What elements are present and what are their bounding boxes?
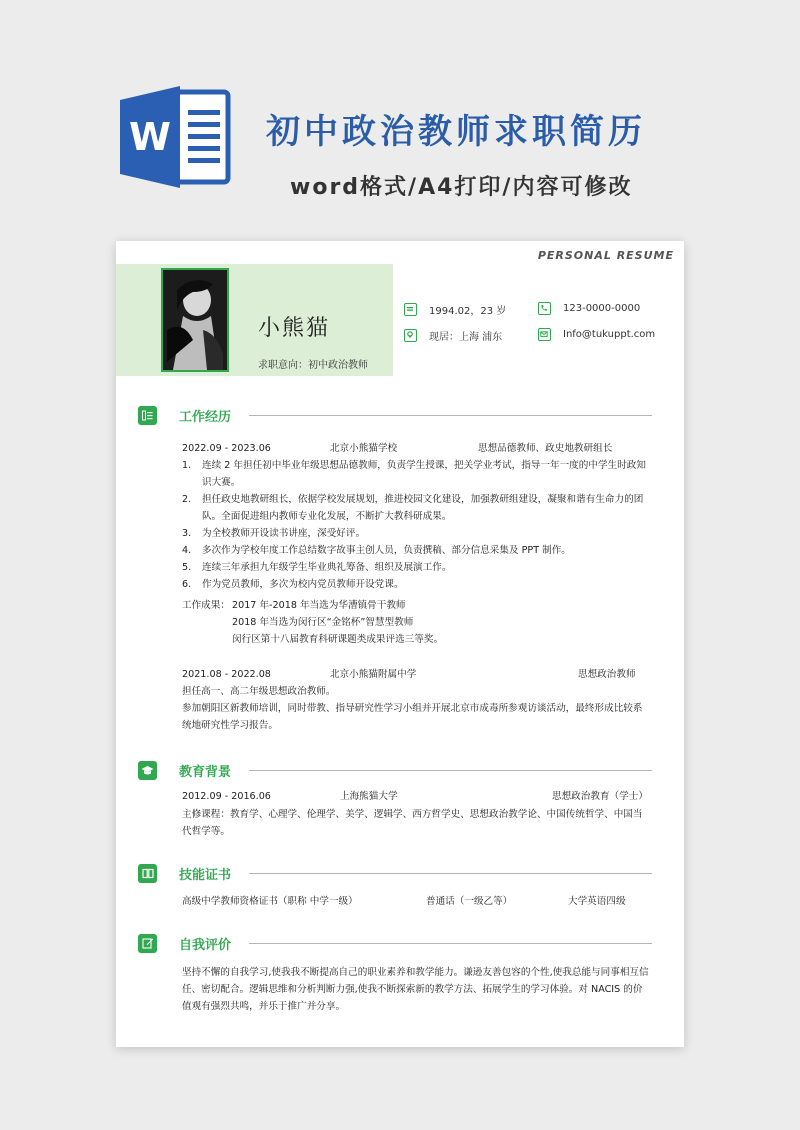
job1-duty-item [182, 491, 652, 525]
address-text: 现居：上海 浦东 [429, 332, 503, 343]
job1-duty-item [182, 576, 652, 593]
edu-major: 思想政治教育（学士） [552, 791, 648, 802]
resume-sheet [116, 241, 684, 1047]
personal-resume-tag: PERSONAL RESUME [537, 249, 674, 262]
contact-birth [404, 302, 506, 317]
section-divider [249, 943, 652, 944]
graduation-cap-icon [138, 761, 157, 780]
job1-org: 北京小熊猫学校 [330, 443, 398, 454]
section-divider [249, 770, 652, 771]
job1-duty-item [182, 559, 652, 576]
skill-3: 大学英语四级 [568, 896, 626, 907]
portrait-image [163, 270, 227, 370]
edu-courses: 主修课程：教育学、心理学、伦理学、美学、逻辑学、西方哲学史、思想政治教学论、中国传统哲学、中国当代哲学等。 [182, 809, 643, 837]
job2-org: 北京小熊猫附属中学 [330, 669, 417, 680]
location-pin-icon [404, 329, 417, 342]
profile-box [116, 264, 393, 376]
job1-result-1: 2017 年-2018 年当选为华漕镇骨干教师 [232, 600, 406, 611]
job1-role: 思想品德教师、政史地教研组长 [478, 443, 613, 454]
page-title: 初中政治教师求职简历 [266, 112, 646, 152]
mail-icon [538, 328, 551, 341]
phone-text: 123-0000-0000 [563, 303, 641, 314]
job1-result-2: 2018 年当选为闵行区“金铭杯”智慧型教师 [232, 617, 414, 628]
word-document-icon [118, 86, 240, 188]
skill-1: 高级中学教师资格证书（职称 中学一级） [182, 896, 358, 907]
section-divider [249, 873, 652, 874]
job1-result-3: 闵行区第十八届教育科研课题类成果评选三等奖。 [232, 634, 444, 645]
job1-duty-list [182, 457, 652, 593]
section-self-header [138, 933, 652, 953]
email-text: Info@tukuppt.com [563, 329, 656, 340]
duty-number: 3. [182, 528, 192, 539]
duty-number: 2. [182, 494, 192, 505]
duty-number: 5. [182, 562, 192, 573]
contact-phone [538, 302, 640, 315]
contact-address [404, 328, 502, 343]
duty-number: 6. [182, 579, 192, 590]
job1-date: 2022.09 - 2023.06 [182, 443, 271, 454]
profile-photo [161, 268, 229, 372]
duty-text: 为全校教师开设读书讲座，深受好评。 [202, 528, 366, 539]
job1-duty-item [182, 457, 652, 491]
edu-date: 2012.09 - 2016.06 [182, 791, 271, 802]
duty-text: 连续三年承担九年级学生毕业典礼筹备、组织及展演工作。 [202, 562, 452, 573]
job1-duty-item [182, 542, 652, 559]
section-skills-title: 技能证书 [179, 867, 232, 883]
contact-email [538, 328, 655, 341]
phone-icon [538, 302, 551, 315]
edit-icon [138, 934, 157, 953]
birth-text: 1994.02，23 岁 [429, 306, 507, 317]
job2-date: 2021.08 - 2022.08 [182, 669, 271, 680]
section-divider [249, 415, 652, 416]
section-skills-header [138, 863, 652, 883]
duty-text: 作为党员教师，多次为校内党员教师开设党课。 [202, 579, 404, 590]
job1-duty-item [182, 525, 652, 542]
section-work-title: 工作经历 [179, 409, 232, 425]
duty-text: 担任政史地教研组长，依据学校发展规划，推进校园文化建设，加强教研组建设，凝聚和谐有生命力的团队。全面促进组内教师专业化发展，不断扩大教科研成果。 [202, 494, 644, 522]
job2-line-1: 担任高一、高二年级思想政治教师。 [182, 686, 336, 697]
section-edu-title: 教育背景 [179, 764, 232, 780]
duty-number: 4. [182, 545, 192, 556]
skill-2: 普通话（一级乙等） [426, 896, 513, 907]
person-name: 小熊猫 [258, 316, 331, 341]
section-work-header [138, 405, 652, 425]
section-self-title: 自我评价 [179, 937, 232, 953]
page-subtitle: word格式/A4打印/内容可修改 [290, 175, 633, 200]
briefcase-icon [138, 406, 157, 425]
book-icon [138, 864, 157, 883]
job2-role: 思想政治教师 [578, 669, 636, 680]
duty-number: 1. [182, 460, 192, 471]
duty-text: 多次作为学校年度工作总结数字故事主创人员，负责撰稿、部分信息采集及 PPT 制作。 [202, 545, 571, 556]
section-edu-header [138, 760, 652, 780]
self-evaluation-text: 坚持不懈的自我学习,使我我不断提高自己的职业素养和教学能力。谦逊友善包容的个性,使我总能与同事相互信任、密切配合。逻辑思维和分析判断力强,使我不断探索新的教学方法、拓展学生的学习体验。对 NACIS 的价值观有强烈共鸣，并乐于推广并分享。 [182, 967, 649, 1012]
job1-results-label: 工作成果： [182, 600, 230, 611]
word-icon-letter: W [129, 115, 171, 159]
edu-school: 上海熊猫大学 [340, 791, 398, 802]
job-intent: 求职意向：初中政治教师 [258, 360, 368, 371]
calendar-icon [404, 303, 417, 316]
duty-text: 连续 2 年担任初中毕业年级思想品德教师，负责学生授课，把关学业考试，指导一年一度的中学生时政知识大赛。 [202, 460, 646, 488]
job2-line-2: 参加朝阳区新教师培训，同时带教、指导研究性学习小组并开展北京市成毒所参观访谈活动，最终形成比较系统地研究性学习报告。 [182, 703, 643, 731]
